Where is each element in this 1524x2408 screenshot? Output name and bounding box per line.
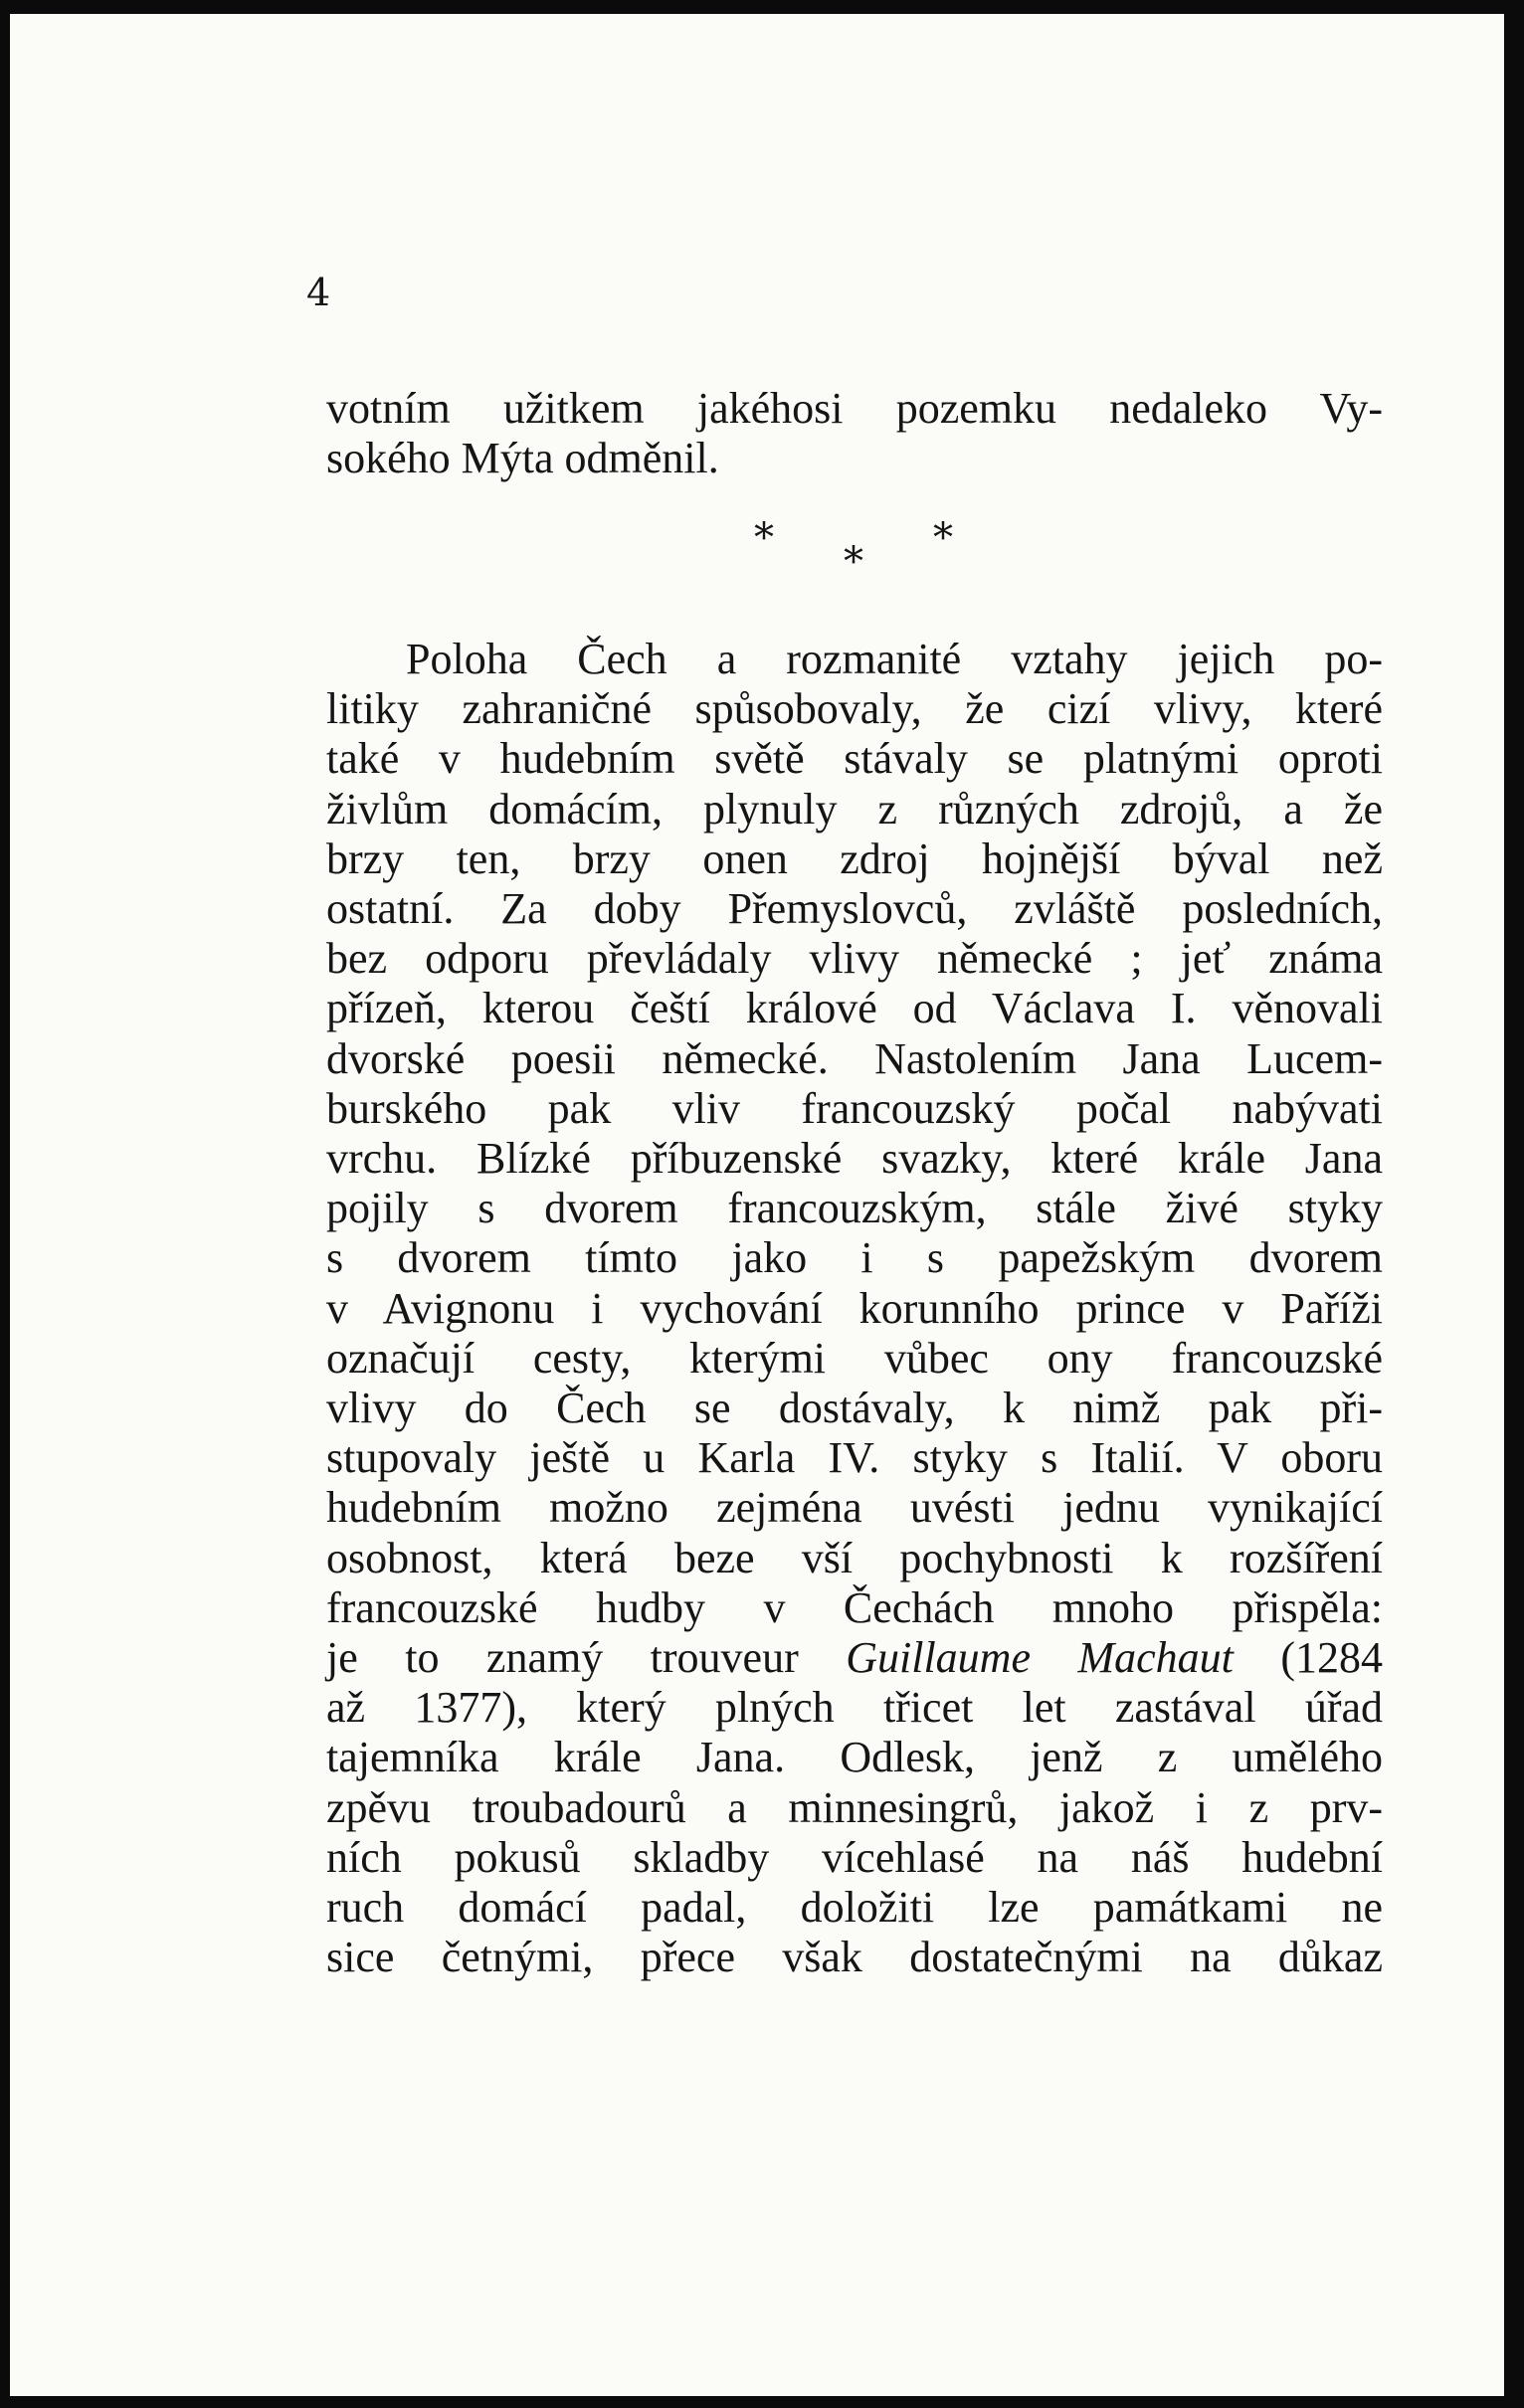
text-line: brzy ten, brzy onen zdroj hojnější býval než xyxy=(326,834,1383,883)
text-line: sokého Mýta odměnil. xyxy=(326,434,719,482)
asterisk: * xyxy=(844,539,863,585)
text-line: ních pokusů skladby vícehlasé na náš hudební xyxy=(326,1833,1383,1882)
text-line: osobnost, která beze vší pochybnosti k rozšíření xyxy=(326,1534,1383,1582)
text-line: označují cesty, kterými vůbec ony francouzské xyxy=(326,1334,1383,1383)
page-number: 4 xyxy=(306,271,331,314)
text-line: ruch domácí padal, doložiti lze památkami ne xyxy=(326,1883,1383,1932)
italic-name: Guillaume Machaut xyxy=(846,1633,1234,1682)
text-line: francouzské hudby v Čechách mnoho přispěla: xyxy=(326,1583,1383,1632)
text-line: také v hudebním světě stávaly se platnými oproti xyxy=(326,734,1383,783)
text-span: (1284 xyxy=(1233,1633,1383,1682)
text-line: vrchu. Blízké příbuzenské svazky, které krále Jana xyxy=(326,1134,1383,1183)
text-line: sice četnými, přece však dostatečnými na důkaz xyxy=(326,1933,1383,1981)
text-line: hudebním možno zejména uvésti jednu vynikající xyxy=(326,1483,1383,1532)
book-page xyxy=(10,14,1504,2396)
text-line: votním užitkem jakéhosi pozemku nedaleko Vy- xyxy=(326,384,1383,433)
section-separator xyxy=(746,511,975,591)
text-line xyxy=(326,1633,1383,1683)
text-span: je to znamý trouveur xyxy=(326,1633,847,1682)
text-line: vlivy do Čech se dostávaly, k nimž pak při- xyxy=(326,1384,1383,1432)
text-line: až 1377), který plných třicet let zastával úřad xyxy=(326,1683,1383,1732)
text-line: v Avignonu i vychování korunního prince v Paříži xyxy=(326,1284,1383,1333)
text-line: bez odporu převládaly vlivy německé ; jeť známa xyxy=(326,934,1383,983)
text-line: stupovaly ještě u Karla IV. styky s Italií. V oboru xyxy=(326,1433,1383,1482)
text-line: pojily s dvorem francouzským, stále živé styky xyxy=(326,1184,1383,1232)
text-line: živlům domácím, plynuly z různých zdrojů, a že xyxy=(326,785,1383,834)
text-line: dvorské poesii německé. Nastolením Jana Lucem- xyxy=(326,1034,1383,1083)
asterisk: * xyxy=(754,515,774,561)
text-line: přízeň, kterou čeští králové od Václava I. věnovali xyxy=(326,984,1383,1032)
text-line: Poloha Čech a rozmanité vztahy jejich po- xyxy=(406,635,1383,683)
text-line: tajemníka krále Jana. Odlesk, jenž z umělého xyxy=(326,1733,1383,1781)
text-line: ostatní. Za doby Přemyslovců, zvláště posledních, xyxy=(326,884,1383,933)
text-line: burského pak vliv francouzský počal nabývati xyxy=(326,1084,1383,1133)
text-line: s dvorem tímto jako i s papežským dvorem xyxy=(326,1233,1383,1282)
text-line: zpěvu troubadourů a minnesingrů, jakož i z prv- xyxy=(326,1783,1383,1832)
asterisk: * xyxy=(933,515,953,561)
text-line: litiky zahraničné spůsobovaly, že cizí vlivy, které xyxy=(326,684,1383,733)
